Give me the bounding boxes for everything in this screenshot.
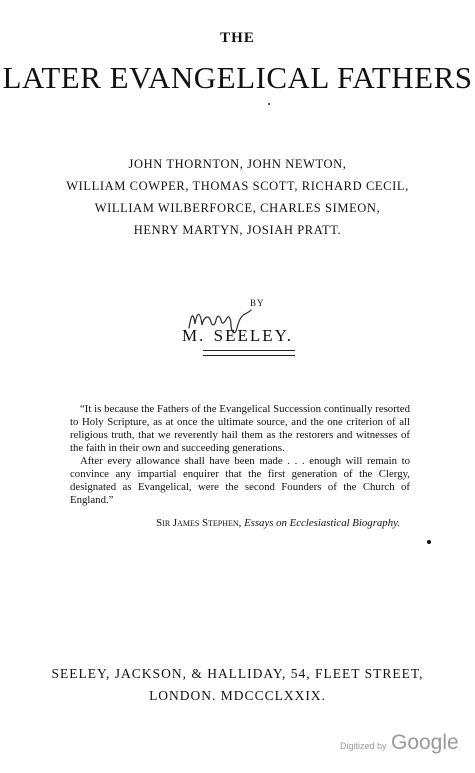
book-title: LATER EVANGELICAL FATHERS [2, 60, 473, 95]
ink-speck [427, 540, 431, 544]
attribution-work: Essays on Ecclesiastical Biography. [244, 517, 400, 529]
names-line: WILLIAM COWPER, THOMAS SCOTT, RICHARD CECIL, [66, 179, 409, 193]
names-line: WILLIAM WILBERFORCE, CHARLES SIMEON, [94, 201, 381, 215]
epigraph-paragraph: After every allowance shall have been made . . . enough will remain to convince any impartial enquirer that the first generation of the Clergy, designated as Evangelical, were the second Founders of the Church of England.” [70, 455, 410, 506]
subject-names [0, 153, 475, 241]
epigraph [70, 403, 410, 507]
pre-title: THE [220, 30, 255, 46]
by-label: BY [250, 298, 265, 308]
names-line: JOHN THORNTON, JOHN NEWTON, [128, 157, 347, 171]
digitized-watermark [340, 731, 459, 755]
google-logo: Google [390, 731, 459, 754]
watermark-prefix: Digitized by [340, 741, 387, 751]
imprint [0, 663, 475, 707]
imprint-line: LONDON. MDCCCLXXIX. [149, 688, 326, 703]
author [0, 326, 475, 346]
epigraph-paragraph: “It is because the Fathers of the Evangelical Succession continually resorted to Holy Scripture, as at once the ultimate source, and the one criterion of all religious truth, that we reverently hail them as the restorers and witnesses of the faith in their own and succeeding generations. [70, 403, 410, 454]
attribution-name: Sir James Stephen, [156, 517, 242, 529]
imprint-line: SEELEY, JACKSON, & HALLIDAY, 54, FLEET STREET, [51, 666, 424, 681]
epigraph-attribution [70, 517, 400, 529]
names-line: HENRY MARTYN, JOSIAH PRATT. [133, 223, 342, 237]
author-initial: M. [182, 326, 206, 345]
author-surname: SEELEY. [213, 326, 293, 345]
ink-speck [268, 103, 270, 105]
author-underline [203, 350, 295, 356]
